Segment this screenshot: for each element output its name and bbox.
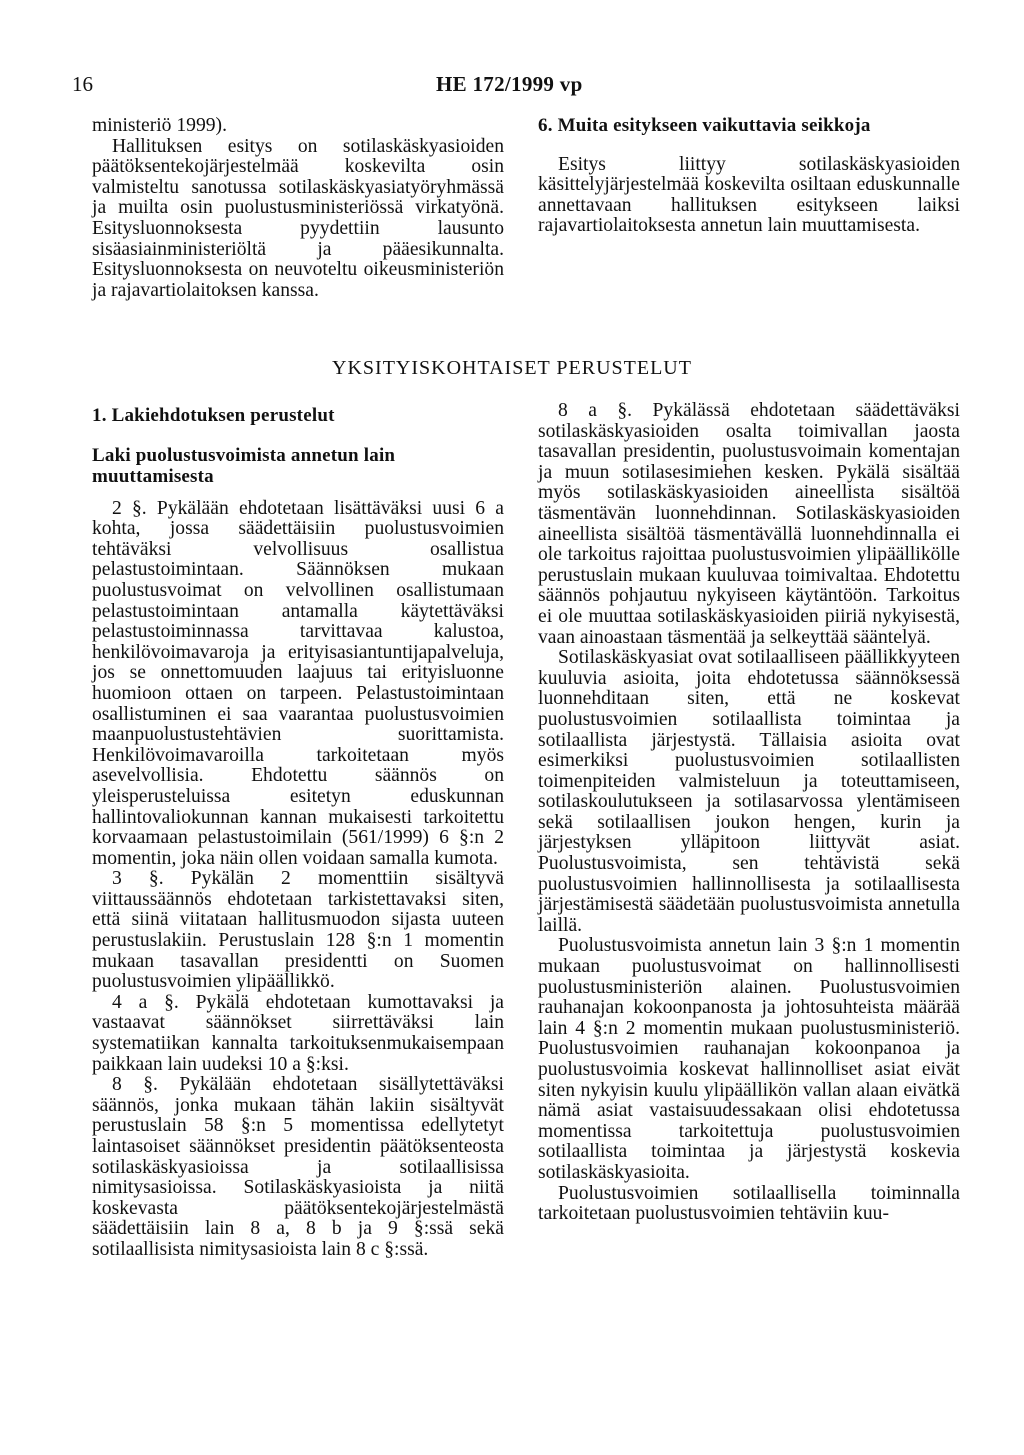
section-title: YKSITYISKOHTAISET PERUSTELUT — [332, 357, 692, 379]
section-heading: 6. Muita esitykseen vaikuttavia seikkoja — [538, 115, 871, 136]
running-head: HE 172/1999 vp — [436, 72, 583, 96]
paragraph: ministeriö 1999). — [92, 115, 227, 136]
section-heading: 1. Lakiehdotuksen perustelut — [92, 405, 335, 426]
paragraph: Puolustusvoimien sotilaallisella toiminnalla tarkoitetaan puolustusvoimien tehtäviin kuu- — [538, 1182, 960, 1225]
paragraph: 2 §. Pykälään ehdotetaan lisättäväksi uusi 6 a kohta, jossa säädettäisiin puolustusvoimien tehtäväksi velvollisuus osallistua pelastustoimintaan. Säännöksen mukaan puolustusvoimat on velvollinen osallistumaan pelastustoimintaan antamalla käytettäväksi pelastustoiminnassa tarvittavaa kalustoa, henkilövoimavaroja ja erityisasiantuntijapalveluja, jos se onnettomuuden laajuus tai erityisluonne huomioon ottaen on tarpeen. Pelastustoimintaan osallistuminen ei saa vaarantaa puolustusvoimien maanpuolustustehtävien suorittamista. Henkilövoimavaroilla tarkoitetaan myös asevelvollisia. Ehdotettu säännös on yleisperusteluissa esitetyn eduskunnan hallintovaliokunnan kannan mukaisesti tarkoitettu korvaamaan pelastustoimilain (561/1999) 6 §:n 2 momentin, joka näin ollen voidaan samalla kumota. — [92, 497, 504, 869]
paragraph: 3 §. Pykälän 2 momenttiin sisältyvä viittaussäännös ehdotetaan tarkistettavaksi siten, että siinä viitataan hallitusmuodon sijasta uuteen perustuslakiin. Perustuslain 128 §:n 1 momentin mukaan tasavallan presidentti on Suomen puolustusvoimien ylipäällikkö. — [92, 868, 504, 993]
left-top-column — [92, 116, 504, 301]
paragraph: Puolustusvoimista annetun lain 3 §:n 1 momentin mukaan puolustusvoimat on hallinnollisesti puolustusministeriön alainen. Puolustusvoimien rauhanajan kokoonpanosta ja johtosuhteista määrää lain 4 §:n 2 momentin mukaan puolustusministeriö. Puolustusvoimien rauhanajan kokoonpanoa ja puolustusvoimia koskevat hallinnolliset asiat eivät siten nykyisin kuulu ylipäällikön vallan alaan eivätkä nämä asiat vastaisuudessakaan olisi ehdotetussa momentissa tarkoitettuja puolustusvoimien sotilaallista toimintaa ja järjestystä koskevia sotilaskäskyasioita. — [538, 935, 960, 1183]
paragraph: Sotilaskäskyasiat ovat sotilaalliseen päällikkyyteen kuuluvia asioita, joita ehdotetussa säännöksessä luonnehditaan siten, että ne koskevat puolustusvoimien sotilaallista toimintaa ja sotilaallista järjestystä. Tällaisia asioita ovat esimerkiksi puolustusvoimien sotilaallisten toimenpiteiden valmisteluun ja toteuttamiseen, sotilaskoulutukseen ja sotilasarvossa ylentämiseen sekä sotilaallisen joukon hengen, kurin ja järjestyksen ylläpitoon liittyvät asiat. Puolustusvoimista, sen tehtävistä sekä puolustusvoimien hallinnollisesta ja sotilaallisesta järjestämisestä säädetään puolustusvoimista annetulla laillä. — [538, 647, 960, 936]
paragraph: 4 a §. Pykälä ehdotetaan kumottavaksi ja vastaavat säännökset siirrettäväksi lain systematiikan kannalta tarkoituksenmukaisempaan paikkaan lain uudeksi 10 a §:ksi. — [92, 991, 504, 1075]
right-top-column — [538, 116, 960, 237]
paragraph: 8 a §. Pykälässä ehdotetaan säädettäväksi sotilaskäskyasioiden osalta toimivallan jaosta tasavallan presidentin, puolustusvoimain komentajan ja muun sotilasesimiehen kesken. Pykälä sisältää myös sotilaskäskyasioiden aineellista sisältöä täsmentävän luonnehdinnan. Sotilaskäskyasioiden aineellista sisältöä täsmentävällä luonnehdinnalla ei ole tarkoitus rajoittaa puolustusvoimien ylipäällikölle perustuslain mukaan kuuluvaa toimivaltaa. Ehdotettu säännös pohjautuu nykyiseen käytäntöön. Tarkoitus ei ole muuttaa sotilaskäskyasioiden piiriä nykyisestä, vaan ainoastaan täsmentää ja selkeyttää sääntelyä. — [538, 400, 960, 648]
subsection-heading: Laki puolustusvoimista annetun lain muuttamisesta — [92, 444, 396, 487]
left-main-column — [92, 406, 504, 1261]
paragraph: Hallituksen esitys on sotilaskäskyasioiden päätöksentekojärjestelmää koskevilta osin valmisteltu sanotussa sotilaskäskyasiatyöryhmässä ja muilta osin puolustusministeriössä virkatyönä. Esitysluonnoksesta pyydettiin lausunto sisäasiainministeriöltä ja pääesikunnalta. Esitysluonnoksesta on neuvoteltu oikeusministeriön ja rajavartiolaitoksen kanssa. — [92, 135, 504, 301]
paragraph: Esitys liittyy sotilaskäskyasioiden käsittelyjärjestelmää koskevilta osiltaan eduskunnalle annettavaan hallituksen esitykseen laiksi rajavartiolaitoksesta annetun lain muuttamisesta. — [538, 153, 960, 237]
page-number: 16 — [72, 72, 93, 96]
right-main-column — [538, 401, 960, 1225]
paragraph: 8 §. Pykälään ehdotetaan sisällytettäväksi säännös, jonka mukaan tähän lakiin sisältyvät perustuslain 58 §:n 5 momentissa edellytetyt laintasoiset säännökset presidentin päätöksenteosta sotilaskäskyasioissa ja sotilaallisissa nimitysasioissa. Sotilaskäskyasioista ja niitä koskevasta päätöksentekojärjestelmästä säädettäisiin lain 8 a, 8 b ja 9 §:ssä sekä sotilaallisista nimitysasioista lain 8 c §:ssä. — [92, 1074, 504, 1260]
